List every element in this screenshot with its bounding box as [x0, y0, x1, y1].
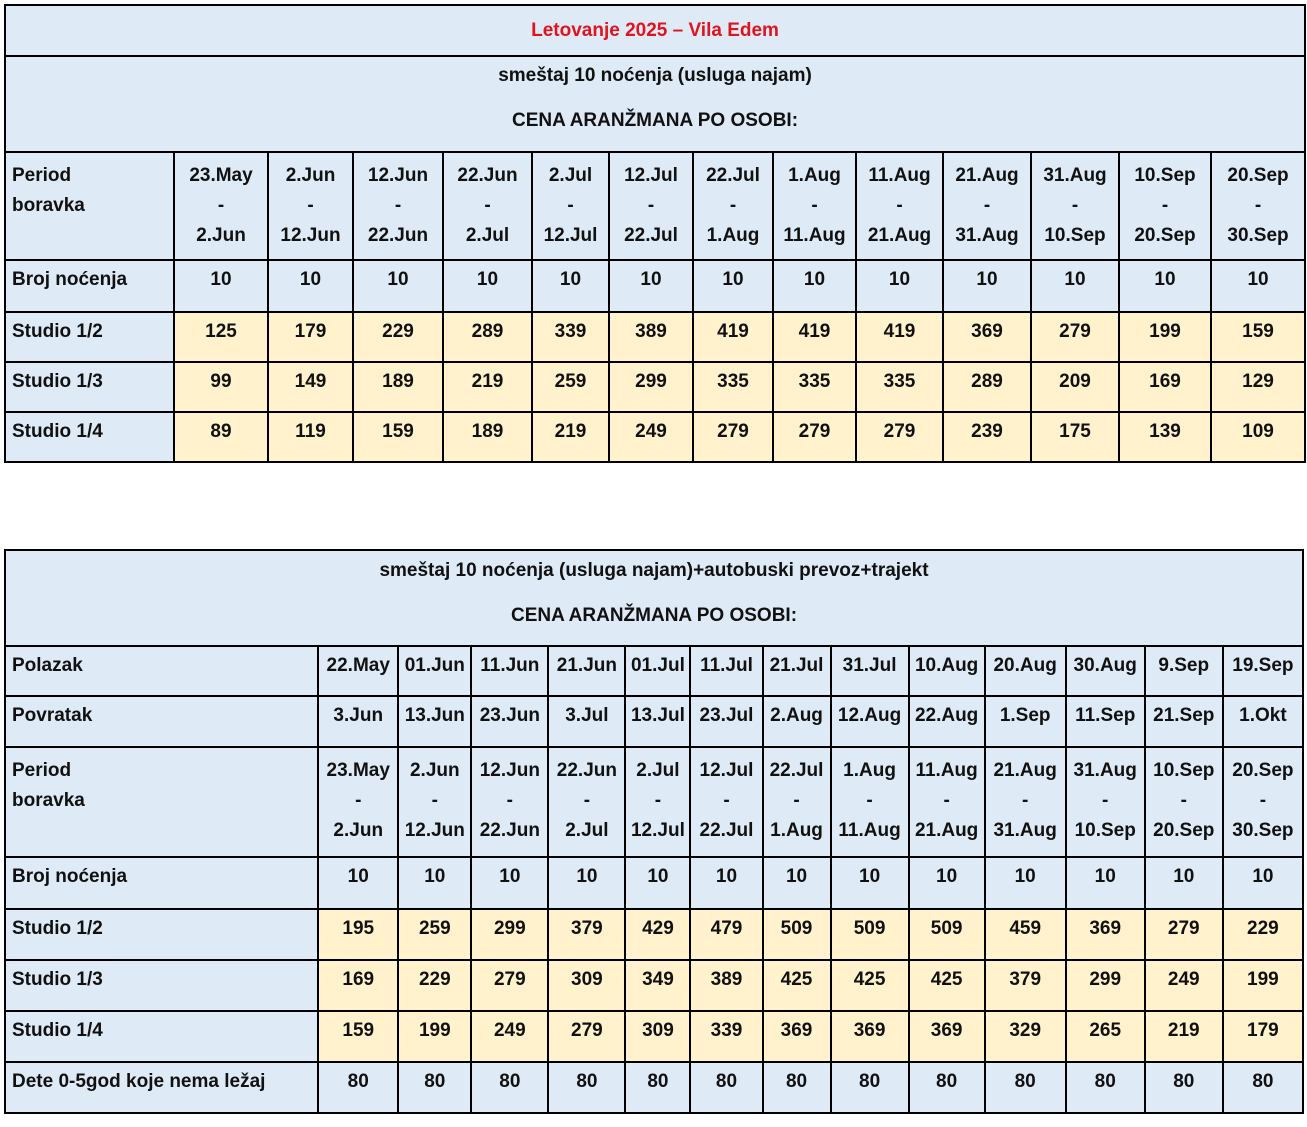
period-line: 20.Sep [1153, 820, 1215, 841]
period-line: 30.Sep [1227, 225, 1289, 246]
period-line: 12.Jun [404, 820, 465, 841]
price-cell: 279 [693, 412, 773, 462]
period-label-line: Period [12, 165, 72, 186]
price-table-with-transport [4, 549, 1304, 1114]
price-cell: 195 [318, 909, 398, 960]
price-cell: 379 [985, 960, 1066, 1011]
price-cell: 10 [268, 260, 353, 312]
price-cell: 159 [353, 412, 443, 462]
period-line: 2.Jun [409, 760, 460, 781]
period-cell [1066, 747, 1145, 857]
price-cell: 419 [773, 312, 856, 362]
period-line: 22.Jul [699, 820, 754, 841]
price-cell: 13.Jun [398, 696, 471, 747]
period-line: 21.Aug [993, 760, 1057, 781]
price-cell: 10 [443, 260, 532, 312]
price-cell: 10 [831, 857, 909, 909]
price-cell: 10 [318, 857, 398, 909]
price-cell: 10 [773, 260, 856, 312]
period-line: 21.Aug [867, 225, 932, 246]
table-subtitle: smeštaj 10 noćenja (usluga najam)+autobuski prevoz+trajekt [379, 560, 929, 581]
price-cell: 369 [943, 312, 1031, 362]
period-cell [398, 747, 471, 857]
price-cell: 249 [609, 412, 693, 462]
period-line: 2.Jun [333, 820, 384, 841]
period-line: - [506, 790, 513, 811]
price-cell: 425 [909, 960, 985, 1011]
period-line: 22.Jun [479, 820, 540, 841]
period-label [5, 152, 174, 260]
price-cell: 10 [1031, 260, 1119, 312]
row-label: Studio 1/3 [5, 362, 174, 412]
price-cell: 80 [690, 1062, 762, 1113]
period-line: 1.Aug [788, 165, 841, 186]
table-subtitle: smeštaj 10 noćenja (usluga najam) [498, 65, 812, 86]
price-cell: 13.Jul [625, 696, 690, 747]
price-cell: 11.Sep [1066, 696, 1145, 747]
row-label: Studio 1/2 [5, 312, 174, 362]
period-cell [1145, 747, 1223, 857]
price-cell: 31.Jul [831, 646, 909, 696]
price-cell: 179 [1223, 1011, 1303, 1062]
price-cell: 279 [1145, 909, 1223, 960]
period-cell [985, 747, 1066, 857]
period-line: 2.Jul [636, 760, 680, 781]
price-cell: 219 [1145, 1011, 1223, 1062]
row-label: Broj noćenja [5, 857, 318, 909]
period-line: 22.Jul [624, 225, 678, 246]
price-cell: 12.Aug [831, 696, 909, 747]
period-cell [909, 747, 985, 857]
price-cell: 99 [174, 362, 268, 412]
price-cell: 279 [773, 412, 856, 462]
price-cell: 80 [398, 1062, 471, 1113]
price-cell: 10 [609, 260, 693, 312]
row-label: Studio 1/4 [5, 1011, 318, 1062]
period-line: - [1022, 790, 1029, 811]
price-cell: 219 [443, 362, 532, 412]
period-line: - [307, 195, 314, 216]
price-cell: 259 [532, 362, 609, 412]
period-cell [318, 747, 398, 857]
period-line: - [394, 195, 402, 216]
period-line: 1.Aug [843, 760, 896, 781]
price-cell: 369 [831, 1011, 909, 1062]
period-line: - [729, 195, 737, 216]
price-cell: 22.May [318, 646, 398, 696]
price-cell: 429 [625, 909, 690, 960]
period-cell [174, 152, 268, 260]
period-line: 31.Aug [1073, 760, 1137, 781]
price-cell: 80 [1223, 1062, 1303, 1113]
period-line: - [217, 195, 225, 216]
period-cell [1211, 152, 1305, 260]
price-cell: 10 [943, 260, 1031, 312]
row-label: Studio 1/2 [5, 909, 318, 960]
price-cell: 229 [1223, 909, 1303, 960]
price-cell: 169 [318, 960, 398, 1011]
price-cell: 199 [398, 1011, 471, 1062]
period-line: 22.Jul [706, 165, 760, 186]
period-line: - [654, 790, 662, 811]
period-line: - [355, 790, 362, 811]
period-line: 10.Sep [1074, 820, 1136, 841]
period-cell [773, 152, 856, 260]
price-cell: 10 [174, 260, 268, 312]
price-cell: 159 [1211, 312, 1305, 362]
price-cell: 369 [763, 1011, 831, 1062]
price-cell: 10 [1145, 857, 1223, 909]
price-cell: 279 [548, 1011, 625, 1062]
period-line: 2.Jun [285, 165, 336, 186]
period-line: 11.Aug [783, 225, 846, 246]
period-line: 2.Jun [196, 225, 246, 246]
price-cell: 339 [690, 1011, 762, 1062]
period-line: 12.Jun [479, 760, 540, 781]
price-cell: 289 [943, 362, 1031, 412]
period-line: 30.Sep [1232, 820, 1294, 841]
period-line: 31.Aug [993, 820, 1057, 841]
price-cell: 23.Jul [690, 696, 762, 747]
price-cell: 199 [1223, 960, 1303, 1011]
period-line: - [1259, 790, 1267, 811]
period-line: - [723, 790, 730, 811]
period-line: 21.Aug [955, 165, 1019, 186]
price-cell: 80 [909, 1062, 985, 1113]
price-cell: 10 [693, 260, 773, 312]
price-cell: 299 [471, 909, 548, 960]
price-cell: 80 [1066, 1062, 1145, 1113]
price-cell: 199 [1119, 312, 1211, 362]
price-cell: 80 [1145, 1062, 1223, 1113]
price-cell: 509 [909, 909, 985, 960]
period-line: - [943, 790, 950, 811]
price-cell: 289 [443, 312, 532, 362]
price-cell: 3.Jul [548, 696, 625, 747]
price-cell: 335 [773, 362, 856, 412]
price-cell: 30.Aug [1066, 646, 1145, 696]
price-cell: 509 [831, 909, 909, 960]
row-label: Broj noćenja [5, 260, 174, 312]
price-cell: 335 [693, 362, 773, 412]
period-line: 2.Jul [465, 225, 510, 246]
period-line: - [811, 195, 818, 216]
period-cell [471, 747, 548, 857]
price-cell: 80 [318, 1062, 398, 1113]
price-cell: 369 [909, 1011, 985, 1062]
price-cell: 349 [625, 960, 690, 1011]
price-cell: 335 [856, 362, 943, 412]
price-cell: 22.Aug [909, 696, 985, 747]
period-line: - [1071, 195, 1079, 216]
table-header [5, 56, 1305, 152]
price-cell: 11.Jun [471, 646, 548, 696]
price-cell: 10 [1066, 857, 1145, 909]
price-cell: 175 [1031, 412, 1119, 462]
price-cell: 279 [1031, 312, 1119, 362]
period-line: - [866, 790, 873, 811]
price-cell: 309 [548, 960, 625, 1011]
price-cell: 139 [1119, 412, 1211, 462]
price-cell: 509 [763, 909, 831, 960]
period-line: 21.Aug [914, 820, 979, 841]
period-line: 22.Jun [367, 225, 429, 246]
price-cell: 479 [690, 909, 762, 960]
price-cell: 229 [398, 960, 471, 1011]
period-line: 22.Jul [769, 760, 824, 781]
price-cell: 239 [943, 412, 1031, 462]
price-cell: 389 [690, 960, 762, 1011]
price-cell: 11.Jul [690, 646, 762, 696]
price-cell: 10 [471, 857, 548, 909]
price-cell: 389 [609, 312, 693, 362]
price-cell: 10 [763, 857, 831, 909]
price-cell: 279 [856, 412, 943, 462]
price-cell: 379 [548, 909, 625, 960]
price-cell: 10 [1223, 857, 1303, 909]
price-cell: 21.Jul [763, 646, 831, 696]
period-line: 20.Sep [1134, 225, 1196, 246]
price-cell: 109 [1211, 412, 1305, 462]
period-line: 20.Sep [1227, 165, 1289, 186]
period-line: - [1254, 195, 1262, 216]
period-cell [353, 152, 443, 260]
period-line: 10.Sep [1044, 225, 1106, 246]
price-cell: 425 [831, 960, 909, 1011]
period-cell [1223, 747, 1303, 857]
price-cell: 80 [548, 1062, 625, 1113]
price-cell: 9.Sep [1145, 646, 1223, 696]
period-line: 12.Jun [280, 225, 341, 246]
price-cell: 01.Jul [625, 646, 690, 696]
price-cell: 419 [856, 312, 943, 362]
period-label-line: boravka [12, 195, 85, 216]
price-cell: 10 [1119, 260, 1211, 312]
period-cell [856, 152, 943, 260]
period-label-line: boravka [12, 790, 85, 811]
price-cell: 219 [532, 412, 609, 462]
period-line: - [1102, 790, 1109, 811]
period-cell [831, 747, 909, 857]
price-cell: 249 [1145, 960, 1223, 1011]
row-label: Studio 1/3 [5, 960, 318, 1011]
period-line: - [567, 195, 574, 216]
period-line: 31.Aug [955, 225, 1019, 246]
period-cell [625, 747, 690, 857]
page-title: Letovanje 2025 – Vila Edem [5, 5, 1305, 56]
price-cell: 10 [690, 857, 762, 909]
period-label-line: Period [12, 760, 72, 781]
period-cell [548, 747, 625, 857]
period-line: 22.Jun [457, 165, 518, 186]
period-line: 10.Sep [1134, 165, 1196, 186]
period-line: 11.Aug [915, 760, 978, 781]
price-cell: 299 [609, 362, 693, 412]
period-line: 22.Jun [556, 760, 617, 781]
price-cell: 299 [1066, 960, 1145, 1011]
price-cell: 10 [856, 260, 943, 312]
table-header [5, 550, 1303, 646]
price-cell: 169 [1119, 362, 1211, 412]
price-cell: 80 [763, 1062, 831, 1113]
period-line: - [484, 195, 491, 216]
period-line: 20.Sep [1232, 760, 1294, 781]
price-cell: 10 [353, 260, 443, 312]
period-cell [268, 152, 353, 260]
period-cell [943, 152, 1031, 260]
period-line: 23.May [326, 760, 390, 781]
price-cell: 459 [985, 909, 1066, 960]
price-table-accommodation [4, 4, 1306, 463]
price-heading: CENA ARANŽMANA PO OSOBI: [510, 605, 798, 626]
price-cell: 129 [1211, 362, 1305, 412]
price-cell: 259 [398, 909, 471, 960]
price-cell: 80 [471, 1062, 548, 1113]
price-cell: 279 [471, 960, 548, 1011]
price-cell: 209 [1031, 362, 1119, 412]
period-cell [532, 152, 609, 260]
period-cell [763, 747, 831, 857]
period-line: - [583, 790, 591, 811]
price-cell: 23.Jun [471, 696, 548, 747]
price-cell: 80 [831, 1062, 909, 1113]
price-cell: 80 [985, 1062, 1066, 1113]
row-label: Studio 1/4 [5, 412, 174, 462]
period-cell [443, 152, 532, 260]
period-line: 12.Jun [367, 165, 429, 186]
price-cell: 20.Aug [985, 646, 1066, 696]
price-cell: 19.Sep [1223, 646, 1303, 696]
period-line: 2.Jul [565, 820, 609, 841]
row-label: Povratak [5, 696, 318, 747]
price-cell: 10 [548, 857, 625, 909]
price-cell: 119 [268, 412, 353, 462]
period-cell [1031, 152, 1119, 260]
period-line: 12.Jul [630, 820, 685, 841]
price-cell: 3.Jun [318, 696, 398, 747]
price-cell: 1.Okt [1223, 696, 1303, 747]
period-line: - [647, 195, 655, 216]
price-cell: 249 [471, 1011, 548, 1062]
price-cell: 329 [985, 1011, 1066, 1062]
price-cell: 369 [1066, 909, 1145, 960]
price-cell: 419 [693, 312, 773, 362]
price-cell: 10 [625, 857, 690, 909]
price-cell: 21.Sep [1145, 696, 1223, 747]
price-cell: 265 [1066, 1011, 1145, 1062]
price-cell: 125 [174, 312, 268, 362]
price-cell: 189 [443, 412, 532, 462]
period-cell [609, 152, 693, 260]
period-line: 10.Sep [1153, 760, 1215, 781]
period-cell [1119, 152, 1211, 260]
period-line: 2.Jul [548, 165, 593, 186]
row-label: Dete 0-5god koje nema ležaj [5, 1062, 318, 1113]
price-cell: 21.Jun [548, 646, 625, 696]
period-line: 1.Aug [706, 225, 760, 246]
period-line: - [983, 195, 991, 216]
price-cell: 89 [174, 412, 268, 462]
price-cell: 10.Aug [909, 646, 985, 696]
period-line: - [431, 790, 438, 811]
price-cell: 80 [625, 1062, 690, 1113]
price-cell: 1.Sep [985, 696, 1066, 747]
price-cell: 10 [909, 857, 985, 909]
row-label: Polazak [5, 646, 318, 696]
period-line: - [1180, 790, 1187, 811]
period-line: 12.Jul [699, 760, 754, 781]
period-line: 12.Jul [624, 165, 678, 186]
period-line: 11.Aug [838, 820, 901, 841]
period-cell [690, 747, 762, 857]
price-cell: 189 [353, 362, 443, 412]
price-cell: 425 [763, 960, 831, 1011]
price-heading: CENA ARANŽMANA PO OSOBI: [511, 110, 799, 131]
period-line: 1.Aug [770, 820, 823, 841]
period-line: - [896, 195, 903, 216]
period-line: - [793, 790, 800, 811]
price-cell: 2.Aug [763, 696, 831, 747]
period-line: 11.Aug [868, 165, 931, 186]
period-label [5, 747, 318, 857]
price-cell: 10 [1211, 260, 1305, 312]
price-cell: 339 [532, 312, 609, 362]
price-cell: 159 [318, 1011, 398, 1062]
period-line: 31.Aug [1043, 165, 1107, 186]
price-cell: 179 [268, 312, 353, 362]
period-line: 23.May [189, 165, 253, 186]
price-cell: 01.Jun [398, 646, 471, 696]
price-cell: 309 [625, 1011, 690, 1062]
period-cell [693, 152, 773, 260]
price-cell: 10 [398, 857, 471, 909]
price-cell: 149 [268, 362, 353, 412]
price-cell: 10 [532, 260, 609, 312]
period-line: - [1161, 195, 1169, 216]
price-cell: 229 [353, 312, 443, 362]
period-line: 12.Jul [543, 225, 598, 246]
price-cell: 10 [985, 857, 1066, 909]
